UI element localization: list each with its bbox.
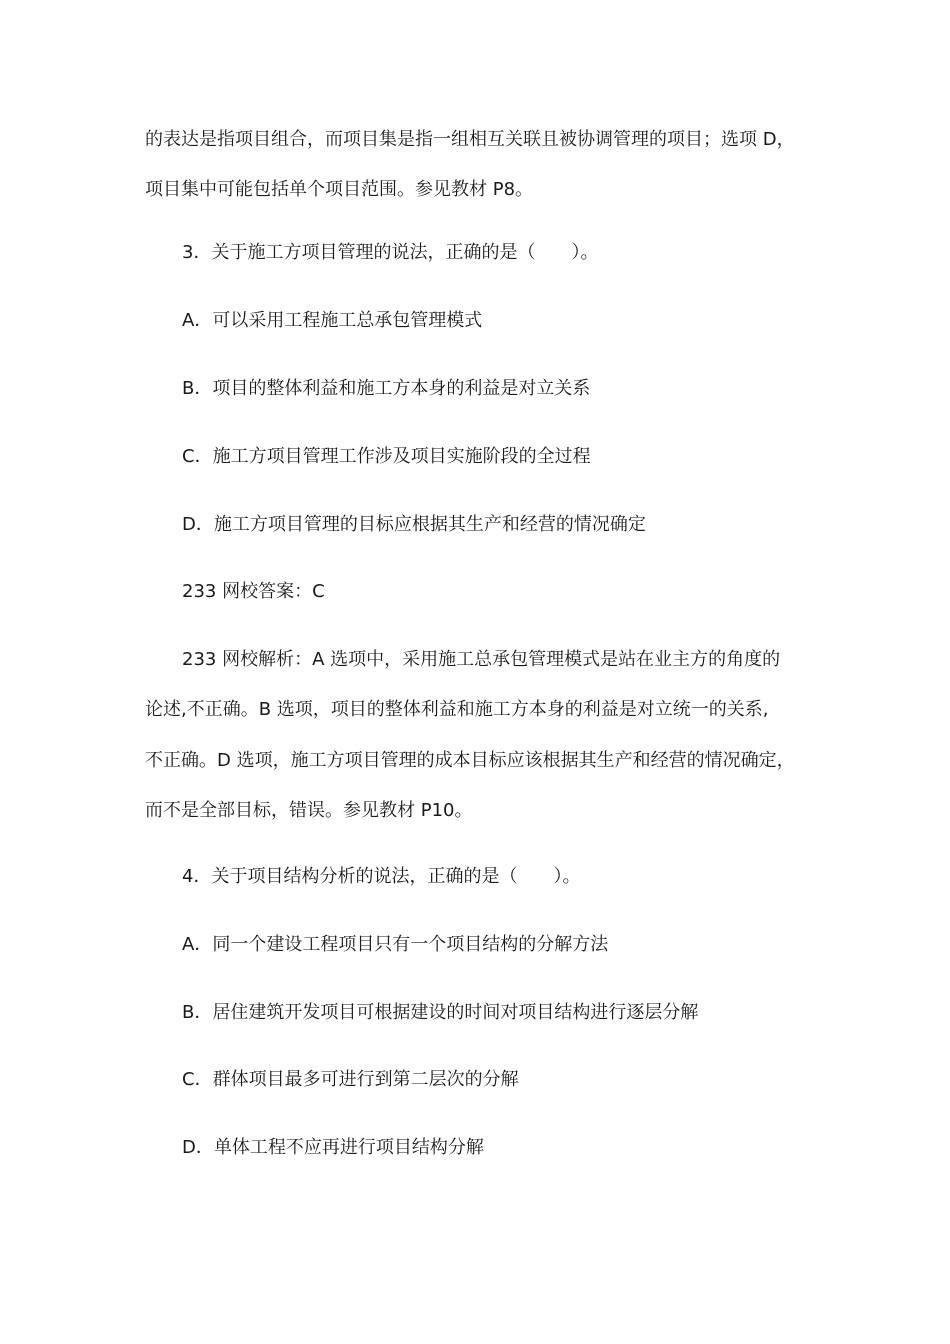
q3-option-a: A．可以采用工程施工总承包管理模式 [182, 310, 483, 331]
q4-option-b: B．居住建筑开发项目可根据建设的时间对项目结构进行逐层分解 [182, 1002, 699, 1023]
q3-option-c: C．施工方项目管理工作涉及项目实施阶段的全过程 [182, 446, 591, 467]
q3-option-d: D．施工方项目管理的目标应根据其生产和经营的情况确定 [182, 514, 646, 535]
q4-option-d: D．单体工程不应再进行项目结构分解 [182, 1137, 484, 1158]
q3-option-b: B．项目的整体利益和施工方本身的利益是对立关系 [182, 378, 591, 399]
question-4: 4．关于项目结构分析的说法，正确的是（ ）。 [182, 866, 581, 887]
q4-option-a: A．同一个建设工程项目只有一个项目结构的分解方法 [182, 934, 609, 955]
q3-answer: 233 网校答案：C [182, 581, 325, 602]
prev-answer-line-1: 的表达是指项目组合，而项目集是指一组相互关联且被协调管理的项目；选项 D， [145, 129, 795, 150]
q3-analysis-line-1: 233 网校解析：A 选项中，采用施工总承包管理模式是站在业主方的角度的 [182, 649, 781, 670]
q4-option-c: C．群体项目最多可进行到第二层次的分解 [182, 1069, 519, 1090]
question-3: 3．关于施工方项目管理的说法，正确的是（ ）。 [182, 242, 599, 263]
prev-answer-line-2: 项目集中可能包括单个项目范围。参见教材 P8。 [145, 179, 534, 200]
q3-analysis-line-3: 不正确。D 选项，施工方项目管理的成本目标应该根据其生产和经营的情况确定， [145, 750, 795, 771]
q3-analysis-line-2: 论述,不正确。B 选项，项目的整体利益和施工方本身的利益是对立统一的关系, [145, 699, 769, 720]
q3-analysis-line-4: 而不是全部目标，错误。参见教材 P10。 [145, 800, 473, 821]
